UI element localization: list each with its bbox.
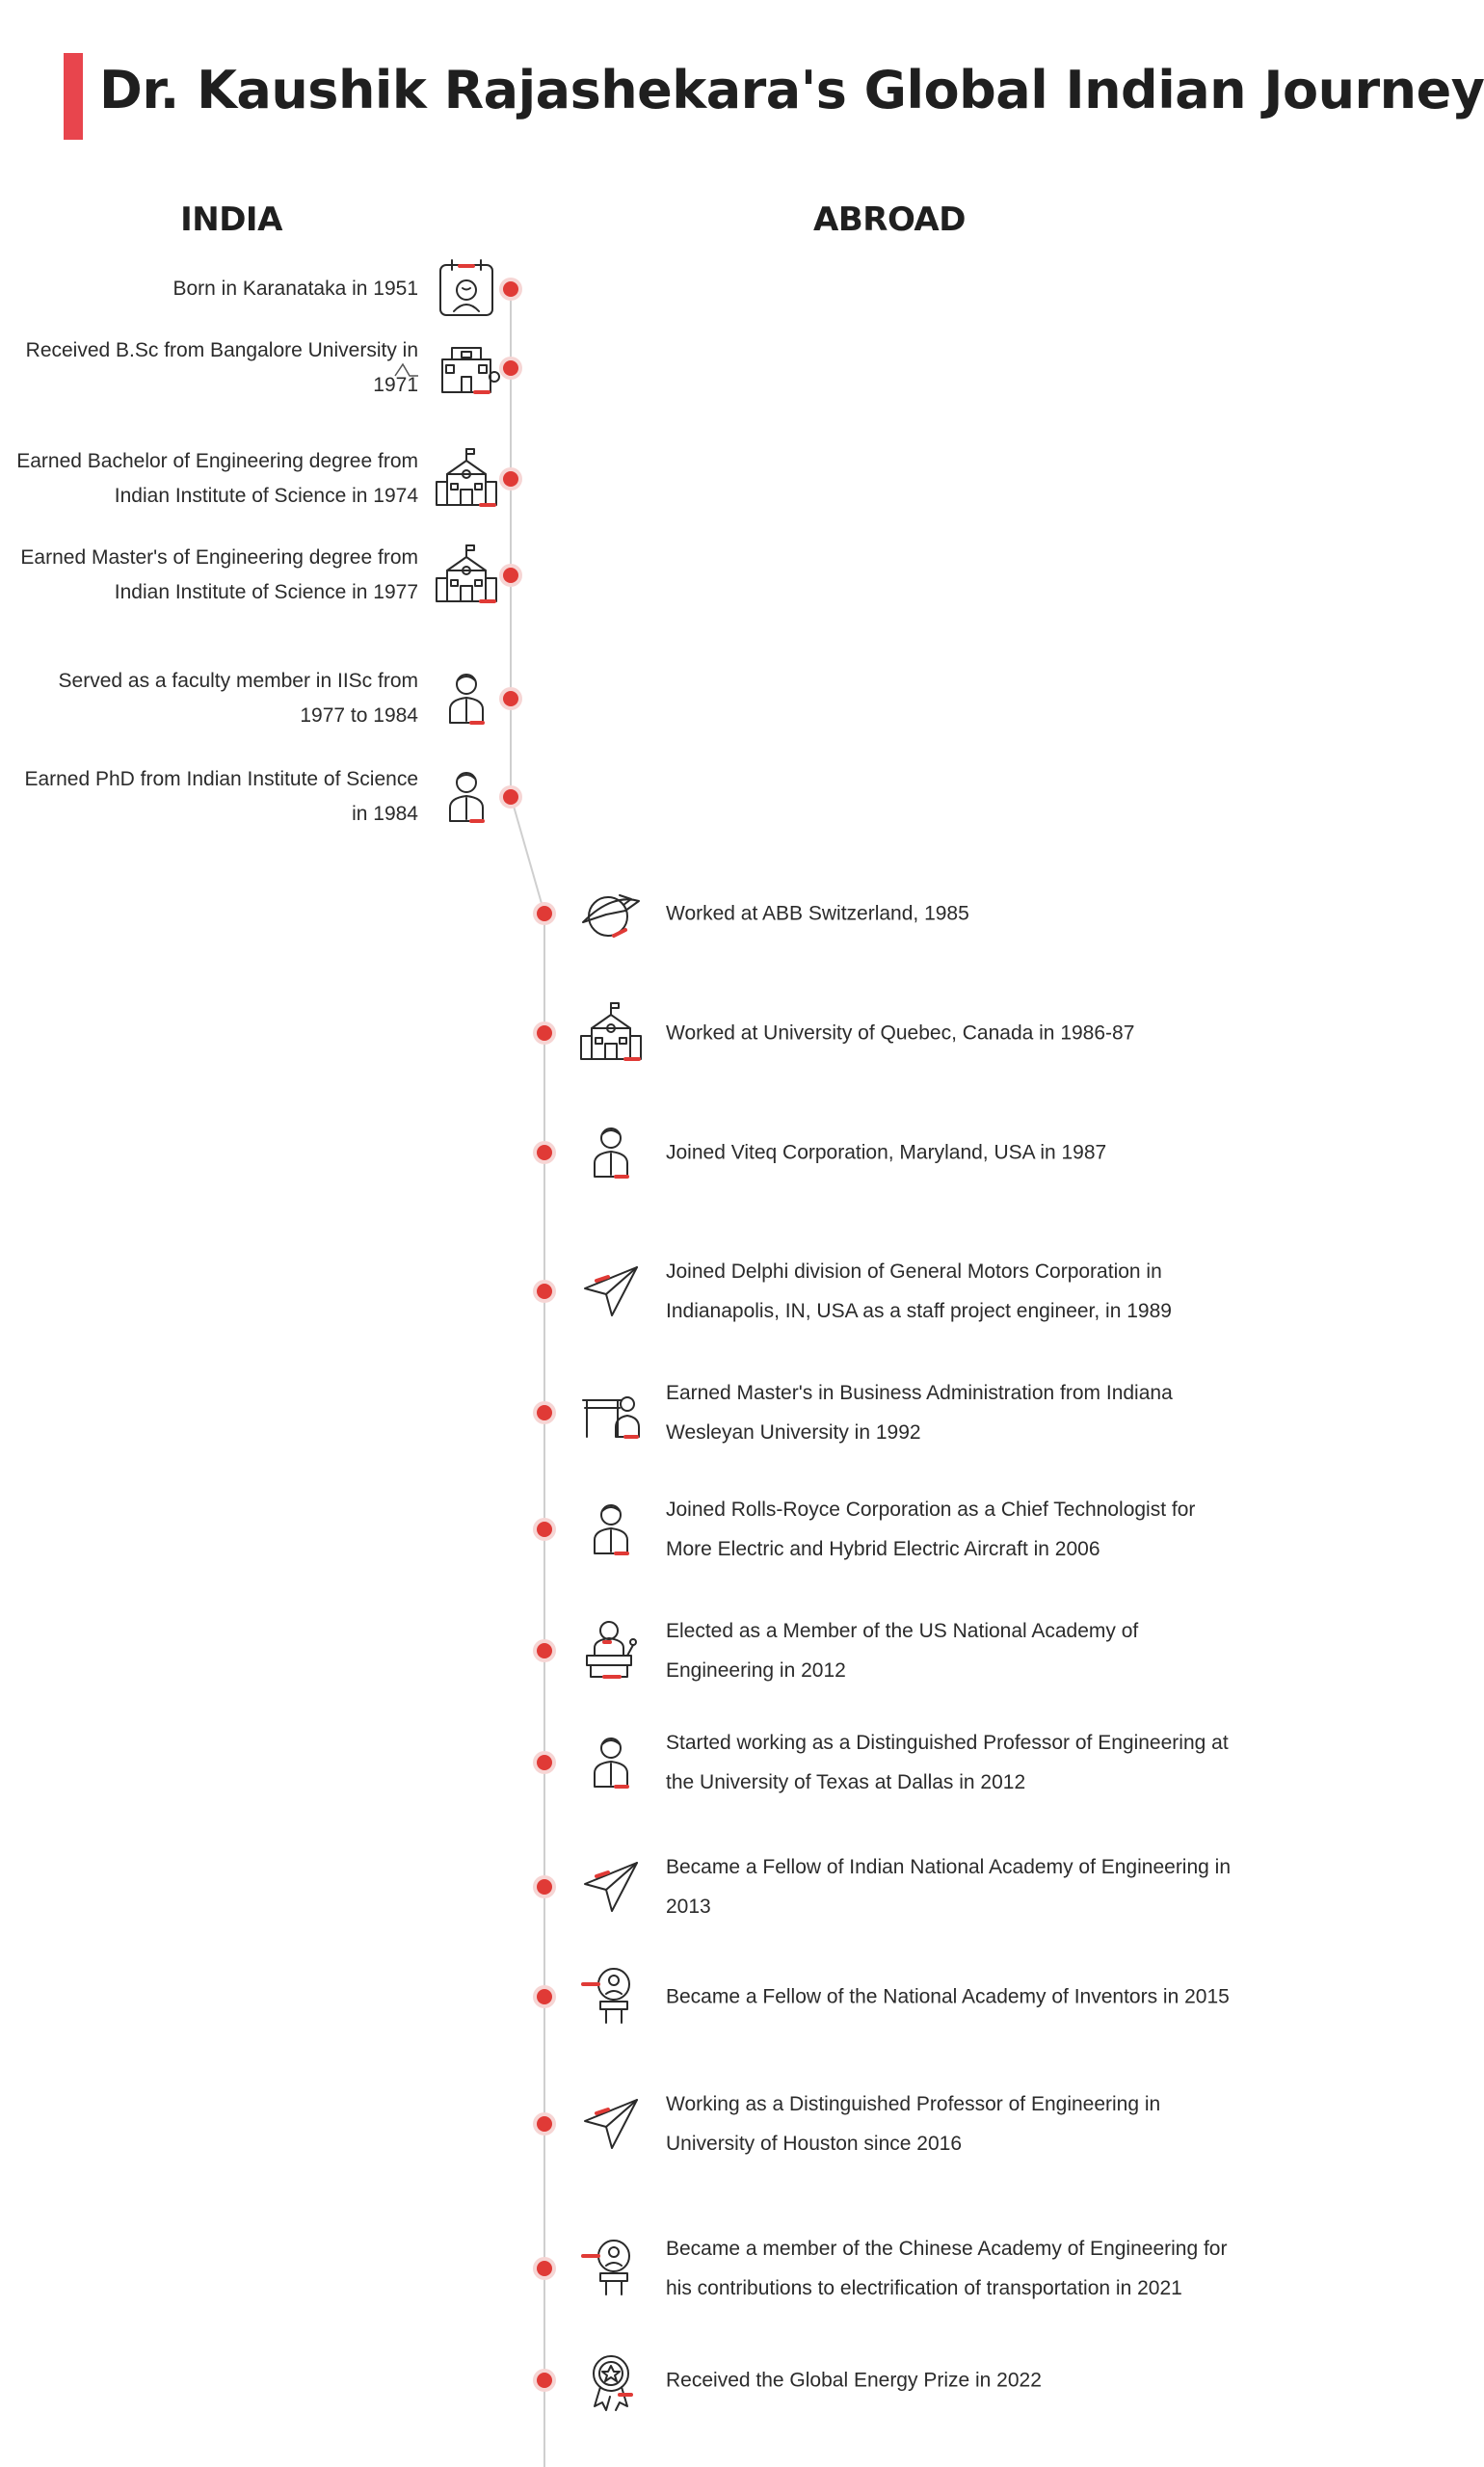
timeline-dot — [503, 281, 518, 297]
person-icon — [577, 1119, 645, 1186]
plane-globe-icon — [577, 880, 645, 947]
person-icon — [433, 763, 500, 831]
lightbulb-podium-icon — [577, 2235, 645, 2302]
timeline-dot — [537, 2373, 552, 2388]
timeline-dot — [537, 906, 552, 921]
paper-plane-icon — [577, 1258, 645, 1325]
abroad-event-text: Joined Viteq Corporation, Maryland, USA in 1987 — [666, 1141, 1107, 1164]
timeline-dot — [537, 1643, 552, 1658]
timeline-dot — [537, 1405, 552, 1420]
india-event-text: Received B.Sc from Bangalore University in 1971 — [25, 339, 418, 396]
abroad-event-text: Joined Rolls-Royce Corporation as a Chief Technologist for More Electric and Hybrid Electric Aircraft in 2006 — [666, 1499, 1196, 1560]
paper-plane-icon — [577, 1853, 645, 1921]
timeline-dot — [537, 1145, 552, 1160]
timeline-dot — [503, 789, 518, 805]
school-building-icon — [433, 445, 500, 513]
timeline-dot — [537, 1025, 552, 1041]
school-building-icon — [577, 999, 645, 1067]
timeline-dot — [503, 691, 518, 706]
abroad-event-text: Received the Global Energy Prize in 2022 — [666, 2369, 1042, 2392]
india-event-text: Born in Karanataka in 1951 — [172, 278, 418, 300]
person-icon — [577, 1729, 645, 1796]
abroad-event-text: Became a member of the Chinese Academy of Engineering for his contributions to electrification of transportation in 2021 — [666, 2238, 1228, 2299]
column-heading-india: INDIA — [180, 200, 282, 239]
timeline-dot — [537, 1755, 552, 1770]
abroad-event-text: Joined Delphi division of General Motors Corporation in Indianapolis, IN, USA as a staff project engineer, in 1989 — [666, 1260, 1172, 1322]
timeline-dot — [503, 471, 518, 487]
abroad-event-text: Became a Fellow of the National Academy of Inventors in 2015 — [666, 1985, 1230, 2008]
speaker-podium-icon — [577, 1617, 645, 1684]
india-event-text: Earned PhD from Indian Institute of Science in 1984 — [24, 768, 418, 825]
india-event-text: Earned Master's of Engineering degree from Indian Institute of Science in 1977 — [20, 546, 418, 603]
timeline-dot — [537, 1522, 552, 1537]
calendar-baby-icon — [433, 255, 500, 323]
timeline-dot — [503, 360, 518, 376]
abroad-event-text: Became a Fellow of Indian National Academy of Engineering in 2013 — [666, 1856, 1232, 1918]
timeline-dot — [503, 568, 518, 583]
india-event-text: Earned Bachelor of Engineering degree from Indian Institute of Science in 1974 — [16, 450, 418, 507]
column-heading-abroad: ABROAD — [813, 200, 966, 239]
timeline-dot — [537, 2261, 552, 2276]
university-building-icon — [433, 334, 500, 402]
abroad-event-text: Elected as a Member of the US National Academy of Engineering in 2012 — [666, 1620, 1139, 1682]
gate-person-icon — [577, 1379, 645, 1446]
page-title: Dr. Kaushik Rajashekara's Global Indian Journey — [99, 60, 1484, 120]
timeline-dot — [537, 1284, 552, 1299]
school-building-icon — [433, 542, 500, 609]
abroad-event-text: Working as a Distinguished Professor of Engineering in University of Houston since 2016 — [666, 2093, 1161, 2155]
award-medal-icon — [577, 2347, 645, 2414]
timeline-dot — [537, 1879, 552, 1895]
timeline-dot — [537, 1989, 552, 2004]
paper-plane-icon — [577, 2090, 645, 2158]
abroad-event-text: Earned Master's in Business Administration from Indiana Wesleyan University in 1992 — [666, 1382, 1173, 1444]
india-event-text: Served as a faculty member in IISc from 1977 to 1984 — [58, 670, 418, 727]
abroad-event-text: Worked at ABB Switzerland, 1985 — [666, 902, 969, 925]
lightbulb-podium-icon — [577, 1963, 645, 2030]
abroad-event-text: Worked at University of Quebec, Canada in 1986-87 — [666, 1021, 1135, 1045]
abroad-event-text: Started working as a Distinguished Professor of Engineering at the University of Texas at Dallas in 2012 — [666, 1732, 1229, 1793]
person-icon — [577, 1496, 645, 1563]
person-icon — [433, 665, 500, 732]
timeline-dot — [537, 2116, 552, 2132]
